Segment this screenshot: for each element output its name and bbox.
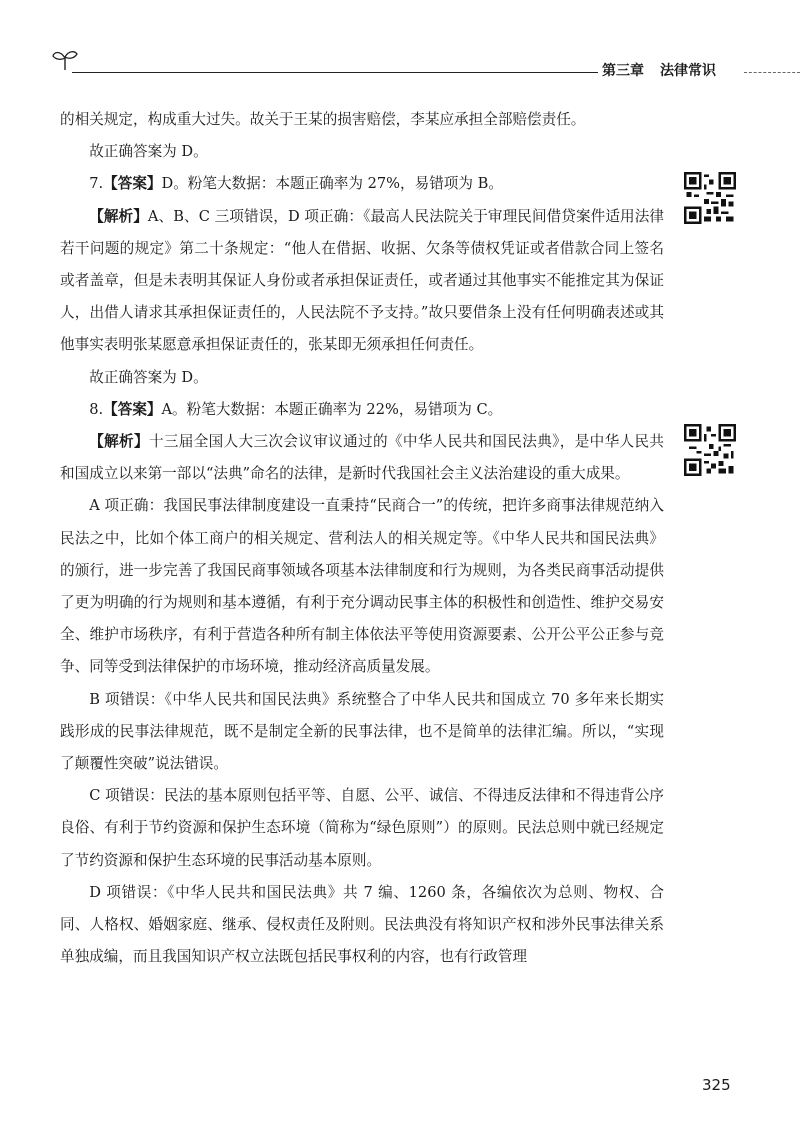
page-number: 325 [702,1076,731,1094]
option-c-explanation: C 项错误：民法的基本原则包括平等、自愿、公平、诚信、不得违反法律和不得违背公序良俗、有利于节约资源和保护生态环境（简称为“绿色原则”）的原则。民法总则中就已经规定了节约资源和保护生态环境的民事活动基本原则。 [60,787,664,869]
chapter-number: 第三章 [602,63,644,79]
chapter-section: 法律常识 [660,63,716,79]
paragraph: 故正确答案为 D。 [89,143,208,161]
qr-code-icon[interactable] [684,424,736,476]
question-number: 8. [89,400,104,418]
header-rule [72,72,642,73]
answer-label: 【答案】 [103,400,162,418]
paragraph: 故正确答案为 D。 [89,368,208,386]
question-number: 7. [89,175,104,193]
header-tail-rule [744,72,800,73]
paragraph: 的相关规定，构成重大过失。故关于王某的损害赔偿，李某应承担全部赔偿责任。 [60,111,586,128]
answer-7: 7.【答案】D。粉笔大数据：本题正确率为 27%，易错项为 B。 [89,175,503,193]
analysis-label: 【解析】 [89,433,149,451]
chapter-title [598,60,720,80]
option-a-explanation: A 项正确：我国民事法律制度建设一直秉持“民商合一”的传统，把许多商事法律规范纳入民法之中，比如个体工商户的相关规定、营利法人的相关规定等。《中华人民共和国民法典》的颁行，进一步完善了我国民商事领域各项基本法律制度和行为规则，为各类民商事活动提供了更为明确的行为规则和基本遵循，有利于充分调动民事主体的积极性和创造性、维护交易安全、维护市场秩序，有利于营造各种所有制主体依法平等使用资源要素、公开公平公正参与竞争、同等受到法律保护的市场环境，推动经济高质量发展。 [60,497,664,676]
main-content [60,104,664,973]
option-d-explanation: D 项错误：《中华人民共和国民法典》共 7 编、1260 条，各编依次为总则、物权、合同、人格权、婚姻家庭、继承、侵权责任及附则。民法典没有将知识产权和涉外民事法律关系单独成编，而且我国知识产权立法既包括民事权利的内容，也有行政管理 [60,883,664,966]
answer-label: 【答案】 [103,175,162,193]
analysis-label: 【解析】 [89,207,148,225]
option-b-explanation: B 项错误：《中华人民共和国民法典》系统整合了中华人民共和国成立 70 多年来长期实践形成的民事法律规范，既不是制定全新的民事法律，也不是简单的法律汇编。所以，“实现了颠覆性突破”说法错误。 [60,690,664,773]
answer-8: 8.【答案】A。粉笔大数据：本题正确率为 22%，易错项为 C。 [89,400,503,418]
analysis-8: 【解析】十三届全国人大三次会议审议通过的《中华人民共和国民法典》，是中华人民共和国成立以来第一部以“法典”命名的法律，是新时代我国社会主义法治建设的重大成果。 [60,433,664,483]
running-header [52,48,764,82]
sprout-leaf-icon [52,48,78,72]
analysis-7: 【解析】A、B、C 三项错误，D 项正确：《最高人民法院关于审理民间借贷案件适用法律若干问题的规定》第二十条规定：“他人在借据、收据、欠条等债权凭证或者借款合同上签名或者盖章，但是未表明其保证人身份或者承担保证责任，或者通过其他事实不能推定其为保证人，出借人请求其承担保证责任的，人民法院不予支持。”故只要借条上没有任何明确表述或其他事实表明张某愿意承担保证责任的，张某即无须承担任何责任。 [60,207,664,354]
qr-code-icon[interactable] [684,172,736,224]
